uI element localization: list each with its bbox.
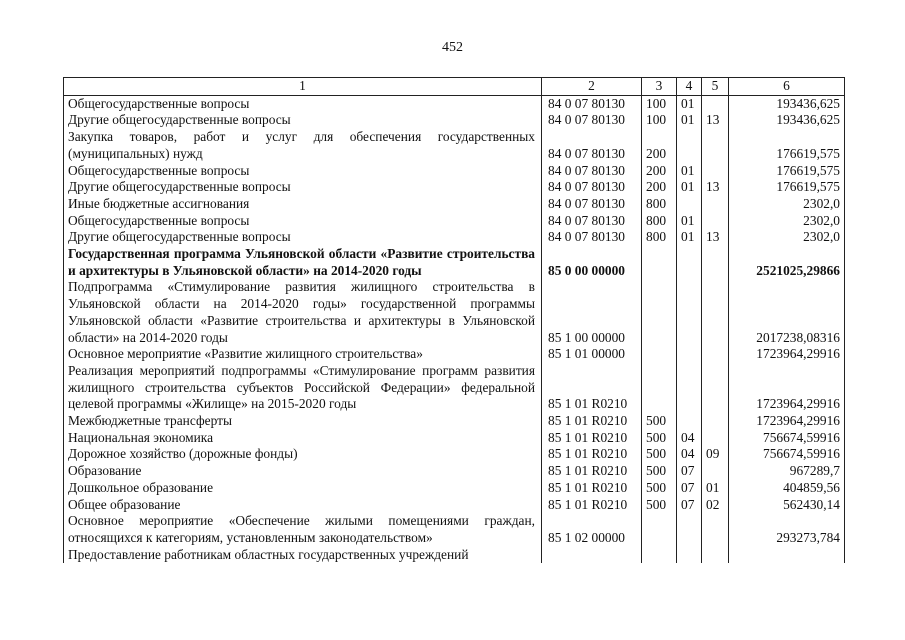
row-expense-type [642, 279, 677, 346]
row-name: Общегосударственные вопросы [64, 213, 542, 230]
table-row [64, 112, 845, 129]
row-name: Межбюджетные трансферты [64, 413, 542, 430]
row-section: 04 [677, 430, 702, 447]
row-expense-type [642, 363, 677, 413]
row-target-code: 84 0 07 80130 [542, 229, 642, 246]
row-amount: 2521025,29866 [729, 246, 845, 279]
row-amount: 2302,0 [729, 213, 845, 230]
row-target-code: 85 1 01 R0210 [542, 430, 642, 447]
row-target-code: 84 0 07 80130 [542, 129, 642, 162]
row-name: Реализация мероприятий подпрограммы «Стимулирование программ развития жилищного строительства субъектов Российской Федерации» федеральной целевой программы «Жилище» на 2015-2020 годы [64, 363, 542, 413]
column-header-section: 4 [677, 78, 702, 96]
row-target-code: 84 0 07 80130 [542, 196, 642, 213]
row-section [677, 363, 702, 413]
page-number: 452 [442, 40, 463, 55]
row-expense-type: 500 [642, 480, 677, 497]
row-subsection: 13 [702, 179, 729, 196]
row-amount: 293273,784 [729, 513, 845, 546]
row-expense-type: 200 [642, 179, 677, 196]
row-name: Другие общегосударственные вопросы [64, 229, 542, 246]
row-expense-type [642, 547, 677, 564]
row-amount: 2017238,08316 [729, 279, 845, 346]
row-expense-type: 100 [642, 112, 677, 129]
row-expense-type: 800 [642, 196, 677, 213]
column-header-name: 1 [64, 78, 542, 96]
table-row [64, 430, 845, 447]
row-section [677, 513, 702, 546]
row-target-code: 85 1 01 R0210 [542, 413, 642, 430]
table-row [64, 196, 845, 213]
row-amount [729, 547, 845, 564]
table-row [64, 163, 845, 180]
row-amount: 1723964,29916 [729, 346, 845, 363]
row-amount: 176619,575 [729, 179, 845, 196]
row-section [677, 413, 702, 430]
row-section [677, 279, 702, 346]
row-section: 07 [677, 480, 702, 497]
row-target-code: 84 0 07 80130 [542, 112, 642, 129]
row-target-code: 84 0 07 80130 [542, 95, 642, 112]
column-header-subsection: 5 [702, 78, 729, 96]
row-target-code: 85 1 01 R0210 [542, 463, 642, 480]
row-target-code: 85 1 01 R0210 [542, 497, 642, 514]
row-amount: 193436,625 [729, 95, 845, 112]
row-target-code: 85 1 01 R0210 [542, 446, 642, 463]
table-header [64, 78, 845, 96]
row-target-code: 85 1 01 R0210 [542, 363, 642, 413]
row-name: Государственная программа Ульяновской области «Развитие строительства и архитектуры в Ульяновской области» на 2014-2020 годы [64, 246, 542, 279]
table-row [64, 129, 845, 162]
row-target-code: 84 0 07 80130 [542, 213, 642, 230]
row-section [677, 547, 702, 564]
row-amount: 2302,0 [729, 229, 845, 246]
row-expense-type: 500 [642, 430, 677, 447]
row-expense-type: 800 [642, 229, 677, 246]
row-subsection [702, 413, 729, 430]
row-section: 07 [677, 463, 702, 480]
row-amount: 2302,0 [729, 196, 845, 213]
table-row [64, 497, 845, 514]
row-expense-type: 800 [642, 213, 677, 230]
row-section: 01 [677, 95, 702, 112]
row-subsection [702, 213, 729, 230]
row-subsection [702, 246, 729, 279]
row-name: Основное мероприятие «Развитие жилищного строительства» [64, 346, 542, 363]
row-subsection [702, 163, 729, 180]
row-expense-type: 100 [642, 95, 677, 112]
table-row [64, 179, 845, 196]
row-expense-type: 200 [642, 163, 677, 180]
row-amount: 176619,575 [729, 129, 845, 162]
row-name: Образование [64, 463, 542, 480]
table-body [64, 95, 845, 563]
table-row [64, 547, 845, 564]
row-subsection: 13 [702, 112, 729, 129]
row-amount: 404859,56 [729, 480, 845, 497]
row-target-code: 85 1 00 00000 [542, 279, 642, 346]
row-section: 01 [677, 112, 702, 129]
table-row [64, 246, 845, 279]
row-name: Другие общегосударственные вопросы [64, 112, 542, 129]
row-target-code: 84 0 07 80130 [542, 163, 642, 180]
row-subsection [702, 346, 729, 363]
row-target-code: 84 0 07 80130 [542, 179, 642, 196]
row-amount: 967289,7 [729, 463, 845, 480]
row-target-code [542, 547, 642, 564]
table-row [64, 363, 845, 413]
row-expense-type [642, 246, 677, 279]
table-row [64, 446, 845, 463]
row-expense-type: 500 [642, 446, 677, 463]
row-expense-type [642, 513, 677, 546]
row-subsection [702, 95, 729, 112]
row-target-code: 85 1 02 00000 [542, 513, 642, 546]
table-row [64, 463, 845, 480]
row-section: 01 [677, 179, 702, 196]
row-expense-type [642, 346, 677, 363]
row-name: Подпрограмма «Стимулирование развития жилищного строительства в Ульяновской области на 2014-2020 годы» государственной программы Ульяновской области «Развитие строительства и архитектуры в Ульяновской области» на 2014-2020 годы [64, 279, 542, 346]
row-name: Другие общегосударственные вопросы [64, 179, 542, 196]
row-subsection [702, 547, 729, 564]
row-name: Общегосударственные вопросы [64, 95, 542, 112]
row-amount: 756674,59916 [729, 430, 845, 447]
column-header-expense-type: 3 [642, 78, 677, 96]
column-header-amount: 6 [729, 78, 845, 96]
row-section [677, 246, 702, 279]
row-name: Иные бюджетные ассигнования [64, 196, 542, 213]
row-subsection: 02 [702, 497, 729, 514]
row-subsection [702, 279, 729, 346]
row-subsection [702, 463, 729, 480]
row-target-code: 85 1 01 R0210 [542, 480, 642, 497]
row-name: Национальная экономика [64, 430, 542, 447]
table-row [64, 513, 845, 546]
row-name: Закупка товаров, работ и услуг для обеспечения государственных (муниципальных) нужд [64, 129, 542, 162]
table-row [64, 480, 845, 497]
row-section: 01 [677, 213, 702, 230]
row-expense-type: 500 [642, 413, 677, 430]
row-subsection [702, 196, 729, 213]
row-section [677, 346, 702, 363]
row-section: 04 [677, 446, 702, 463]
table-row [64, 95, 845, 112]
row-name: Дорожное хозяйство (дорожные фонды) [64, 446, 542, 463]
table-row [64, 213, 845, 230]
header-row [64, 78, 845, 96]
row-section [677, 196, 702, 213]
row-amount: 193436,625 [729, 112, 845, 129]
row-name: Общее образование [64, 497, 542, 514]
row-expense-type: 200 [642, 129, 677, 162]
table-row [64, 279, 845, 346]
row-target-code: 85 1 01 00000 [542, 346, 642, 363]
row-name: Основное мероприятие «Обеспечение жилыми помещениями граждан, относящихся к категориям, установленным законодательством» [64, 513, 542, 546]
row-section [677, 129, 702, 162]
column-header-target-code: 2 [542, 78, 642, 96]
row-subsection: 09 [702, 446, 729, 463]
table-row [64, 413, 845, 430]
row-amount: 756674,59916 [729, 446, 845, 463]
row-expense-type: 500 [642, 497, 677, 514]
row-amount: 176619,575 [729, 163, 845, 180]
row-section: 07 [677, 497, 702, 514]
row-subsection: 13 [702, 229, 729, 246]
row-amount: 562430,14 [729, 497, 845, 514]
row-subsection: 01 [702, 480, 729, 497]
row-amount: 1723964,29916 [729, 413, 845, 430]
row-name: Дошкольное образование [64, 480, 542, 497]
row-name: Предоставление работникам областных государственных учреждений [64, 547, 542, 564]
row-subsection [702, 430, 729, 447]
table-row [64, 229, 845, 246]
budget-table [63, 77, 845, 563]
row-section: 01 [677, 229, 702, 246]
row-target-code: 85 0 00 00000 [542, 246, 642, 279]
row-section: 01 [677, 163, 702, 180]
row-subsection [702, 129, 729, 162]
table-row [64, 346, 845, 363]
row-amount: 1723964,29916 [729, 363, 845, 413]
row-subsection [702, 363, 729, 413]
row-subsection [702, 513, 729, 546]
row-name: Общегосударственные вопросы [64, 163, 542, 180]
row-expense-type: 500 [642, 463, 677, 480]
